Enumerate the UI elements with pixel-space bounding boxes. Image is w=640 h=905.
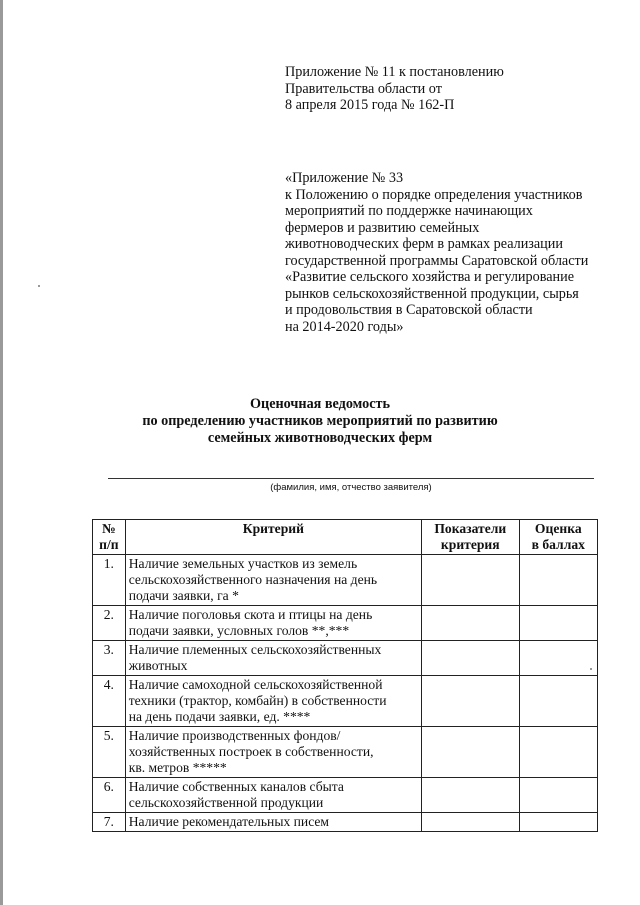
header-indicators <box>421 520 519 555</box>
quote-line: «Приложение № 33 <box>285 170 404 186</box>
table-header-row <box>93 520 598 555</box>
row-criterion <box>125 641 421 676</box>
quote-line: государственной программы Саратовской области <box>285 252 589 269</box>
criterion-line: подачи заявки, условных голов **,*** <box>128 623 350 638</box>
header-num-line: № <box>102 521 116 536</box>
header-num <box>93 520 126 555</box>
header-indicators-line: критерия <box>440 537 500 552</box>
row-criterion <box>125 813 421 832</box>
row-number: 4. <box>93 676 126 727</box>
header-score-line: в баллах <box>531 537 585 552</box>
row-criterion <box>125 778 421 813</box>
row-criterion <box>125 676 421 727</box>
criterion-line: хозяйственных построек в собственности, <box>128 744 374 759</box>
row-score-cell[interactable] <box>519 606 597 641</box>
row-indicator-cell[interactable] <box>421 555 519 606</box>
criterion-line: на день подачи заявки, ед. **** <box>128 709 311 724</box>
appendix-line: Приложение № 11 к постановлению <box>285 64 504 80</box>
row-number: 6. <box>93 778 126 813</box>
quote-line: «Развитие сельского хозяйства и регулирование <box>285 269 574 285</box>
row-criterion <box>125 727 421 778</box>
title-line: по определению участников мероприятий по развитию <box>142 413 498 429</box>
row-indicator-cell[interactable] <box>421 641 519 676</box>
row-indicator-cell[interactable] <box>421 778 519 813</box>
row-score-cell[interactable] <box>519 727 597 778</box>
row-criterion <box>125 606 421 641</box>
row-indicator-cell[interactable] <box>421 727 519 778</box>
row-score-cell[interactable] <box>519 813 597 832</box>
appendix-quote <box>285 170 588 335</box>
table-row <box>93 813 598 832</box>
row-indicator-cell[interactable] <box>421 813 519 832</box>
row-number: 2. <box>93 606 126 641</box>
criterion-line: сельскохозяйственной продукции <box>128 795 324 810</box>
table-row <box>93 606 598 641</box>
row-score-cell[interactable] <box>519 676 597 727</box>
quote-line: на 2014-2020 годы» <box>285 318 404 335</box>
table-row <box>93 641 598 676</box>
quote-line: животноводческих ферм в рамках реализации <box>285 236 563 252</box>
scan-dot <box>38 285 40 287</box>
table-row <box>93 778 598 813</box>
row-number: 7. <box>93 813 126 832</box>
criterion-line: Наличие земельных участков из земель <box>128 556 358 571</box>
appendix-line: Правительства области от <box>285 80 442 97</box>
title-line: Оценочная ведомость <box>249 396 390 412</box>
criterion-line: Наличие рекомендательных писем <box>128 814 330 829</box>
quote-line: и продовольствия в Саратовской области <box>285 302 533 318</box>
criterion-line: кв. метров ***** <box>128 760 227 775</box>
table-row <box>93 727 598 778</box>
appendix-line: 8 апреля 2015 года № 162-П <box>285 97 455 113</box>
quote-line: рынков сельскохозяйственной продукции, сырья <box>285 285 579 302</box>
quote-line: фермеров и развитию семейных <box>285 219 480 236</box>
row-number: 3. <box>93 641 126 676</box>
header-criterion-text: Критерий <box>242 521 304 536</box>
quote-line: мероприятий по поддержке начинающих <box>285 203 533 219</box>
row-number: 5. <box>93 727 126 778</box>
evaluation-table <box>92 519 598 832</box>
criterion-line: Наличие собственных каналов сбыта <box>128 779 344 794</box>
header-score <box>519 520 597 555</box>
applicant-name-line <box>108 478 594 479</box>
scan-edge <box>0 0 3 905</box>
quote-line: к Положению о порядке определения участников <box>285 186 583 203</box>
row-number: 1. <box>93 555 126 606</box>
appendix-reference <box>285 64 504 114</box>
table-row <box>93 555 598 606</box>
row-indicator-cell[interactable] <box>421 606 519 641</box>
criterion-line: сельскохозяйственного назначения на день <box>128 572 378 587</box>
header-indicators-line: Показатели <box>434 521 507 536</box>
applicant-name-caption: (фамилия, имя, отчество заявителя) <box>270 482 432 493</box>
document-title <box>0 396 640 447</box>
row-criterion <box>125 555 421 606</box>
header-num-line: п/п <box>99 537 119 552</box>
criterion-line: Наличие самоходной сельскохозяйственной <box>128 677 383 692</box>
row-score-cell[interactable] <box>519 778 597 813</box>
criterion-line: техники (трактор, комбайн) в собственности <box>128 693 387 708</box>
criterion-line: Наличие племенных сельскохозяйственных <box>128 642 382 657</box>
table-row <box>93 676 598 727</box>
title-line: семейных животноводческих ферм <box>207 430 433 446</box>
criterion-line: Наличие производственных фондов/ <box>128 728 341 743</box>
header-score-line: Оценка <box>534 521 582 536</box>
criterion-line: подачи заявки, га * <box>128 588 239 603</box>
row-score-cell[interactable] <box>519 555 597 606</box>
header-criterion <box>125 520 421 555</box>
row-score-cell[interactable] <box>519 641 597 676</box>
row-indicator-cell[interactable] <box>421 676 519 727</box>
criterion-line: Наличие поголовья скота и птицы на день <box>128 607 373 622</box>
criterion-line: животных <box>128 658 188 673</box>
